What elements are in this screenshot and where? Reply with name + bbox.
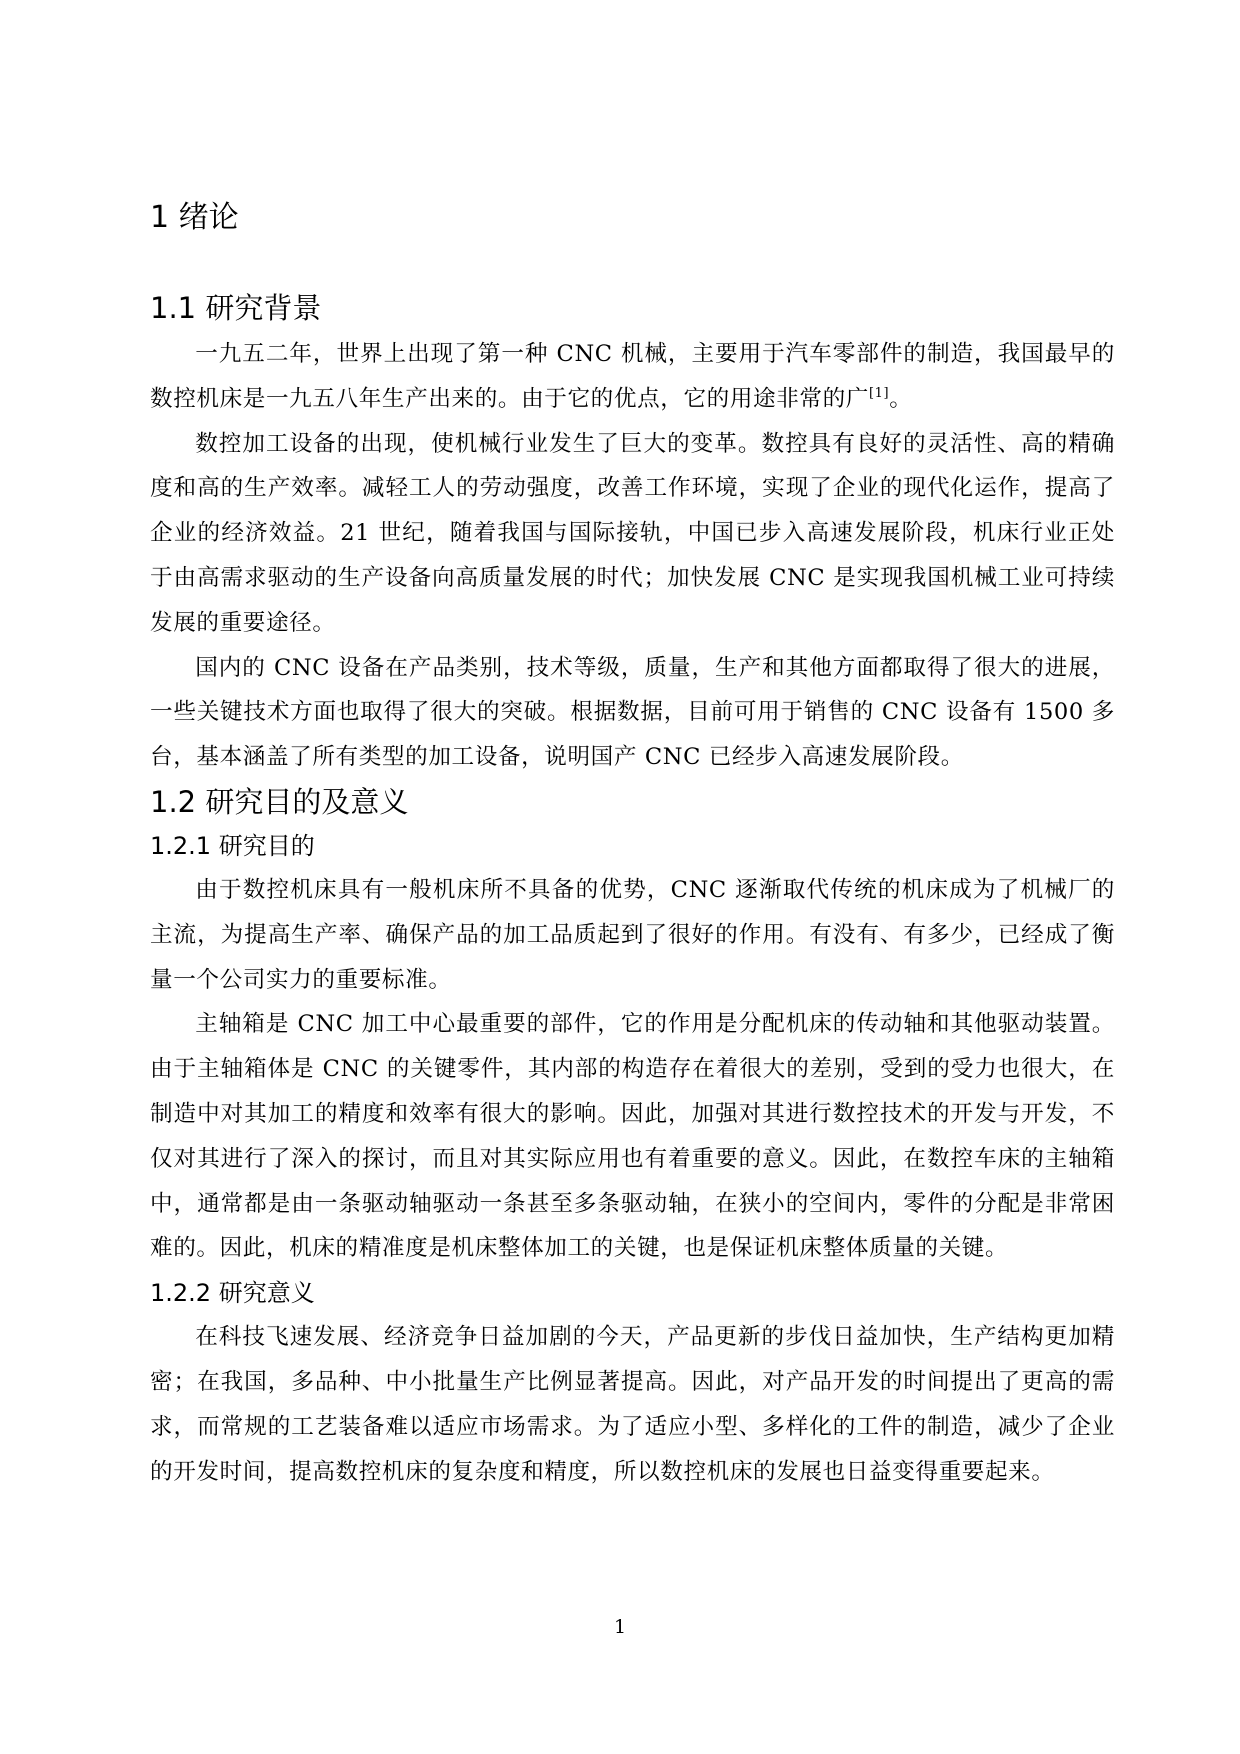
subsection-title-1-2-2: 1.2.2 研究意义 (150, 1279, 315, 1308)
paragraph-background-3: 国内的 CNC 设备在产品类别，技术等级，质量，生产和其他方面都取得了很大的进展，一些关键技术方面也取得了很大的突破。根据数据，目前可用于销售的 CNC 设备有 1500 多台，基本涵盖了所有类型的加工设备，说明国产 CNC 已经步入高速发展阶段。 (150, 654, 1115, 771)
page-number: 1 (613, 1616, 627, 1638)
paragraph-purpose-2: 主轴箱是 CNC 加工中心最重要的部件，它的作用是分配机床的传动轴和其他驱动装置。由于主轴箱体是 CNC 的关键零件，其内部的构造存在着很大的差别，受到的受力也很大，在制造中对其加工的精度和效率有很大的影响。因此，加强对其进行数控技术的开发与开发，不仅对其进行了深入的探讨，而且对其实际应用也有着重要的意义。因此，在数控车床的主轴箱中，通常都是由一条驱动轴驱动一条甚至多条驱动轴，在狭小的空间内，零件的分配是非常困难的。因此，机床的精准度是机床整体加工的关键，也是保证机床整体质量的关键。 (150, 1011, 1115, 1262)
paragraph-significance-1: 在科技飞速发展、经济竞争日益加剧的今天，产品更新的步伐日益加快，生产结构更加精密；在我国，多品种、中小批量生产比例显著提高。因此，对产品开发的时间提出了更高的需求，而常规的工艺装备难以适应市场需求。为了适应小型、多样化的工件的制造，减少了企业的开发时间，提高数控机床的复杂度和精度，所以数控机床的发展也日益变得重要起来。 (150, 1324, 1115, 1485)
page-content (150, 196, 1115, 1494)
section-title-1-1: 1.1 研究背景 (150, 291, 322, 325)
subsection-title-1-2-1: 1.2.1 研究目的 (150, 831, 315, 860)
paragraph-purpose-1: 由于数控机床具有一般机床所不具备的优势，CNC 逐渐取代传统的机床成为了机械厂的主流，为提高生产率、确保产品的加工品质起到了很好的作用。有没有、有多少，已经成了衡量一个公司实力的重要标准。 (150, 876, 1115, 993)
citation-marker: [1] (869, 385, 890, 401)
chapter-title: 1 绪论 (150, 200, 239, 235)
paragraph-tail: 。 (889, 385, 913, 412)
paragraph-background-1 (150, 332, 1115, 422)
section-title-1-2: 1.2 研究目的及意义 (150, 784, 409, 819)
paragraph-background-2: 数控加工设备的出现，使机械行业发生了巨大的变革。数控具有良好的灵活性、高的精确度和高的生产效率。减轻工人的劳动强度，改善工作环境，实现了企业的现代化运作，提高了企业的经济效益。21 世纪，随着我国与国际接轨，中国已步入高速发展阶段，机床行业正处于由高需求驱动的生产设备向高质量发展的时代；加快发展 CNC 是实现我国机械工业可持续发展的重要途径。 (150, 430, 1115, 636)
paragraph-text: 一九五二年，世界上出现了第一种 CNC 机械，主要用于汽车零部件的制造，我国最早的数控机床是一九五八年生产出来的。由于它的优点，它的用途非常的广 (150, 341, 1115, 412)
